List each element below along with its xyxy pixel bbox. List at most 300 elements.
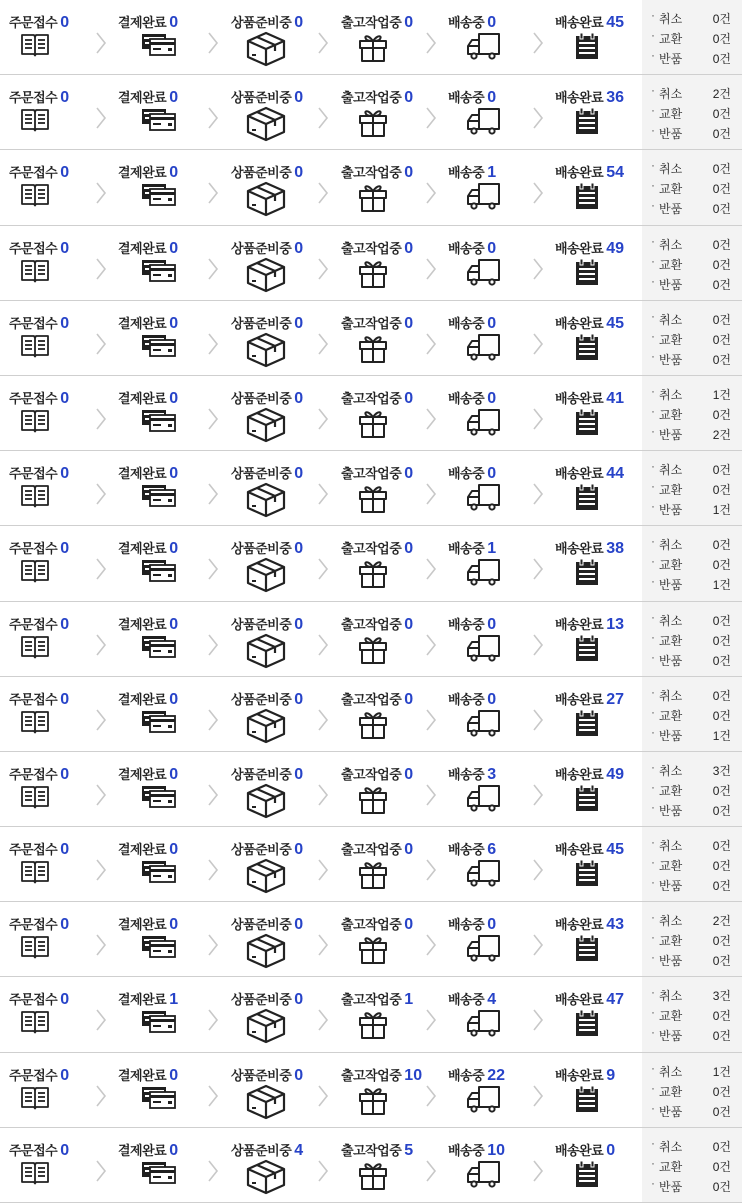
step-payment-done[interactable]	[118, 1128, 208, 1202]
step-payment-done[interactable]	[118, 827, 208, 901]
chevron-right-icon	[532, 257, 544, 286]
step-order-received[interactable]	[9, 827, 99, 901]
step-count[interactable]: 0	[294, 465, 304, 483]
step-count[interactable]: 0	[169, 1141, 179, 1159]
claim-exchange[interactable]	[651, 180, 739, 198]
step-count[interactable]: 5	[404, 1141, 414, 1159]
claim-cancel[interactable]	[651, 837, 739, 855]
step-count[interactable]: 0	[487, 389, 497, 407]
chevron-right-icon	[425, 783, 437, 812]
step-preparing[interactable]	[231, 226, 321, 300]
step-count[interactable]: 0	[294, 1066, 304, 1084]
step-shipping[interactable]	[448, 752, 538, 826]
step-count[interactable]: 0	[294, 991, 304, 1009]
claim-return[interactable]	[651, 273, 739, 294]
step-count[interactable]: 0	[487, 690, 497, 708]
step-payment-done[interactable]	[118, 150, 208, 224]
claim-cancel[interactable]	[651, 759, 739, 780]
chevron-right-icon	[317, 858, 329, 887]
claim-return[interactable]	[651, 952, 739, 970]
claim-cancel[interactable]	[651, 609, 739, 630]
box-icon	[246, 332, 286, 368]
step-count[interactable]: 0	[60, 540, 70, 558]
step-delivered[interactable]	[555, 677, 645, 751]
step-count[interactable]: 0	[606, 1141, 616, 1159]
step-count[interactable]: 45	[606, 14, 625, 31]
step-releasing[interactable]	[341, 376, 431, 450]
claim-count	[713, 1063, 731, 1080]
step-releasing[interactable]	[341, 902, 431, 976]
claim-cancel[interactable]	[651, 160, 739, 178]
claim-cancel[interactable]	[651, 85, 739, 103]
step-count[interactable]: 0	[294, 540, 304, 558]
claim-exchange[interactable]	[651, 403, 739, 424]
step-count[interactable]: 49	[606, 239, 625, 257]
chevron-right-icon	[425, 933, 437, 962]
step-count[interactable]: 0	[487, 89, 497, 107]
claim-exchange[interactable]	[651, 779, 739, 800]
chevron-right-icon	[207, 1084, 219, 1113]
step-payment-done[interactable]	[118, 226, 208, 300]
step-count[interactable]: 0	[294, 615, 304, 633]
step-count[interactable]: 0	[404, 389, 414, 407]
claims-panel	[642, 0, 742, 74]
step-order-received[interactable]	[9, 902, 99, 976]
step-delivered[interactable]	[555, 752, 645, 826]
claim-exchange[interactable]	[651, 704, 739, 725]
step-count[interactable]: 0	[294, 164, 304, 182]
claim-return[interactable]	[651, 877, 739, 895]
claim-exchange[interactable]	[651, 1007, 739, 1025]
claim-exchange[interactable]	[651, 556, 739, 574]
truck-icon	[465, 106, 501, 136]
step-preparing[interactable]	[231, 526, 321, 600]
step-count[interactable]: 10	[487, 1141, 505, 1159]
step-payment-done[interactable]	[118, 752, 208, 826]
claim-cancel[interactable]	[651, 233, 739, 254]
step-header	[341, 689, 413, 709]
book-icon	[20, 106, 50, 132]
step-count[interactable]: 0	[169, 239, 179, 257]
step-count[interactable]: 41	[606, 389, 625, 407]
step-preparing[interactable]	[231, 602, 321, 676]
step-count[interactable]: 0	[60, 465, 70, 483]
step-count[interactable]: 13	[606, 615, 625, 633]
claim-cancel[interactable]	[651, 10, 739, 28]
step-delivered[interactable]	[555, 1128, 645, 1202]
step-label: 상품준비중	[231, 1142, 292, 1158]
step-preparing[interactable]	[231, 376, 321, 450]
step-count[interactable]: 3	[487, 765, 497, 783]
book-icon	[20, 1008, 50, 1034]
step-count[interactable]: 0	[294, 314, 304, 332]
claim-return[interactable]	[651, 125, 739, 143]
claim-exchange[interactable]	[651, 1080, 739, 1101]
step-order-received[interactable]	[9, 1128, 99, 1202]
step-count[interactable]: 0	[487, 465, 497, 483]
gift-icon	[358, 783, 388, 815]
step-releasing[interactable]	[341, 75, 431, 149]
step-shipping[interactable]	[448, 602, 538, 676]
step-count[interactable]: 36	[606, 89, 625, 107]
claim-cancel[interactable]	[651, 536, 739, 554]
claim-return[interactable]	[651, 576, 739, 594]
step-count[interactable]: 0	[404, 14, 414, 31]
step-delivered[interactable]	[555, 977, 645, 1051]
claim-cancel[interactable]	[651, 684, 739, 705]
bullet-icon: ·	[651, 704, 655, 719]
step-preparing[interactable]	[231, 75, 321, 149]
step-order-received[interactable]	[9, 75, 99, 149]
step-shipping[interactable]	[448, 677, 538, 751]
step-count[interactable]: 4	[487, 991, 497, 1009]
step-count[interactable]: 1	[169, 991, 179, 1009]
step-releasing[interactable]	[341, 752, 431, 826]
step-header	[118, 87, 178, 107]
step-count[interactable]: 0	[487, 14, 497, 31]
chevron-right-icon	[425, 257, 437, 286]
step-count[interactable]: 0	[404, 615, 414, 633]
claim-count-unit: 건	[719, 803, 731, 818]
step-shipping[interactable]	[448, 1128, 538, 1202]
step-count[interactable]: 0	[169, 164, 179, 182]
claim-return[interactable]	[651, 501, 739, 519]
step-count[interactable]: 0	[487, 916, 497, 934]
bullet-icon: ·	[651, 273, 655, 288]
step-count[interactable]: 0	[487, 239, 497, 257]
claim-return[interactable]	[651, 423, 739, 444]
step-count[interactable]: 0	[60, 916, 70, 934]
step-count[interactable]: 27	[606, 690, 625, 708]
chevron-right-icon	[532, 783, 544, 812]
step-count[interactable]: 0	[487, 314, 497, 332]
step-label: 출고작업중	[341, 390, 402, 406]
step-order-received[interactable]	[9, 226, 99, 300]
step-count[interactable]: 1	[487, 164, 497, 182]
step-count[interactable]: 0	[169, 14, 179, 31]
step-shipping[interactable]	[448, 75, 538, 149]
step-releasing[interactable]	[341, 301, 431, 375]
step-count[interactable]: 43	[606, 916, 625, 934]
step-count[interactable]: 0	[60, 841, 70, 859]
step-delivered[interactable]	[555, 451, 645, 525]
step-label: 상품준비중	[231, 466, 292, 482]
step-count[interactable]: 1	[404, 991, 414, 1009]
claim-exchange[interactable]	[651, 857, 739, 875]
step-count[interactable]: 0	[294, 14, 304, 31]
step-count[interactable]: 0	[487, 615, 497, 633]
claim-exchange[interactable]	[651, 253, 739, 274]
step-releasing[interactable]	[341, 150, 431, 224]
claim-cancel[interactable]	[651, 912, 739, 930]
step-releasing[interactable]	[341, 677, 431, 751]
step-count[interactable]: 0	[60, 1141, 70, 1159]
step-preparing[interactable]	[231, 451, 321, 525]
claim-cancel[interactable]	[651, 1060, 739, 1081]
step-count[interactable]: 0	[404, 89, 414, 107]
step-shipping[interactable]	[448, 376, 538, 450]
step-count[interactable]: 9	[606, 1066, 616, 1084]
step-order-received[interactable]	[9, 301, 99, 375]
step-delivered[interactable]	[555, 75, 645, 149]
step-shipping[interactable]	[448, 301, 538, 375]
bullet-icon: ·	[651, 383, 655, 398]
truck-icon	[465, 1159, 501, 1189]
step-count[interactable]: 0	[169, 314, 179, 332]
claims-panel	[642, 752, 742, 826]
step-count[interactable]: 0	[169, 1066, 179, 1084]
step-preparing[interactable]	[231, 150, 321, 224]
step-count[interactable]: 0	[169, 465, 179, 483]
step-count[interactable]: 0	[294, 89, 304, 107]
claim-cancel[interactable]	[651, 461, 739, 479]
claim-return[interactable]	[651, 724, 739, 745]
step-order-received[interactable]	[9, 0, 99, 74]
credit-card-icon	[141, 106, 177, 132]
step-payment-done[interactable]	[118, 902, 208, 976]
step-order-received[interactable]	[9, 677, 99, 751]
step-shipping[interactable]	[448, 827, 538, 901]
step-header	[231, 1065, 303, 1085]
claim-return[interactable]	[651, 1100, 739, 1121]
step-delivered[interactable]	[555, 226, 645, 300]
step-count[interactable]: 47	[606, 991, 625, 1009]
step-count[interactable]: 38	[606, 540, 625, 558]
step-count[interactable]: 0	[169, 690, 179, 708]
claim-cancel[interactable]	[651, 308, 739, 329]
step-releasing[interactable]	[341, 827, 431, 901]
step-count[interactable]: 0	[169, 540, 179, 558]
step-preparing[interactable]	[231, 0, 321, 74]
step-order-received[interactable]	[9, 977, 99, 1051]
step-releasing[interactable]	[341, 1053, 431, 1127]
step-delivered[interactable]	[555, 1053, 645, 1127]
step-count[interactable]: 0	[60, 314, 70, 332]
step-payment-done[interactable]	[118, 1053, 208, 1127]
step-count[interactable]: 0	[60, 991, 70, 1009]
claims-panel	[642, 301, 742, 375]
step-count[interactable]: 10	[404, 1066, 423, 1084]
step-order-received[interactable]	[9, 602, 99, 676]
step-payment-done[interactable]	[118, 977, 208, 1051]
step-count[interactable]: 0	[60, 89, 70, 107]
step-count[interactable]: 0	[169, 765, 179, 783]
step-delivered[interactable]	[555, 0, 645, 74]
step-releasing[interactable]	[341, 977, 431, 1051]
claim-count-value: 0	[712, 237, 720, 252]
book-icon	[20, 557, 50, 583]
claim-exchange[interactable]	[651, 1155, 739, 1176]
step-shipping[interactable]	[448, 226, 538, 300]
step-delivered[interactable]	[555, 376, 645, 450]
step-label: 배송완료	[555, 917, 604, 933]
step-count[interactable]: 0	[404, 841, 414, 859]
step-order-received[interactable]	[9, 150, 99, 224]
step-label: 주문접수	[9, 691, 58, 707]
step-label: 배송완료	[555, 691, 604, 707]
claim-exchange[interactable]	[651, 932, 739, 950]
step-count[interactable]: 49	[606, 765, 625, 783]
claim-label: 교환	[659, 783, 683, 798]
step-delivered[interactable]	[555, 827, 645, 901]
claim-cancel[interactable]	[651, 987, 739, 1005]
step-preparing[interactable]	[231, 1053, 321, 1127]
claim-exchange[interactable]	[651, 629, 739, 650]
step-preparing[interactable]	[231, 677, 321, 751]
step-count[interactable]: 0	[169, 389, 179, 407]
step-shipping[interactable]	[448, 451, 538, 525]
step-payment-done[interactable]	[118, 301, 208, 375]
step-count[interactable]: 54	[606, 164, 625, 182]
claim-return[interactable]	[651, 1175, 739, 1196]
step-order-received[interactable]	[9, 376, 99, 450]
claim-label: 반품	[659, 578, 683, 593]
step-preparing[interactable]	[231, 827, 321, 901]
step-count[interactable]: 22	[487, 1066, 505, 1084]
step-count[interactable]: 45	[606, 841, 625, 859]
bullet-icon: ·	[651, 1100, 655, 1115]
step-payment-done[interactable]	[118, 602, 208, 676]
step-header	[118, 989, 178, 1009]
step-label: 배송중	[448, 691, 485, 707]
step-count[interactable]: 0	[60, 164, 70, 182]
step-delivered[interactable]	[555, 526, 645, 600]
claim-return[interactable]	[651, 200, 739, 218]
step-count[interactable]: 0	[60, 389, 70, 407]
step-count[interactable]: 1	[487, 540, 497, 558]
bullet-icon: ·	[651, 985, 655, 1000]
step-count[interactable]: 0	[169, 89, 179, 107]
truck-icon	[465, 482, 501, 512]
step-shipping[interactable]	[448, 0, 538, 74]
step-delivered[interactable]	[555, 150, 645, 224]
claim-count-value: 0	[712, 954, 720, 969]
claim-exchange[interactable]	[651, 328, 739, 349]
step-preparing[interactable]	[231, 752, 321, 826]
step-preparing[interactable]	[231, 301, 321, 375]
step-count[interactable]: 0	[294, 841, 304, 859]
truck-icon	[465, 708, 501, 738]
step-count[interactable]: 0	[404, 916, 414, 934]
step-releasing[interactable]	[341, 0, 431, 74]
step-count[interactable]: 0	[404, 465, 414, 483]
step-order-received[interactable]	[9, 1053, 99, 1127]
step-releasing[interactable]	[341, 1128, 431, 1202]
step-preparing[interactable]	[231, 1128, 321, 1202]
step-count[interactable]: 0	[169, 916, 179, 934]
step-count[interactable]: 0	[294, 690, 304, 708]
step-header	[118, 1140, 178, 1160]
step-payment-done[interactable]	[118, 677, 208, 751]
step-delivered[interactable]	[555, 602, 645, 676]
gift-icon	[358, 31, 388, 63]
claim-return[interactable]	[651, 799, 739, 820]
step-count[interactable]: 0	[404, 314, 414, 332]
step-count[interactable]: 0	[60, 14, 70, 31]
step-count[interactable]: 0	[60, 239, 70, 257]
step-count[interactable]: 0	[60, 615, 70, 633]
step-order-received[interactable]	[9, 451, 99, 525]
claim-exchange[interactable]	[651, 481, 739, 499]
order-status-row	[0, 1053, 742, 1128]
step-shipping[interactable]	[448, 977, 538, 1051]
step-count[interactable]: 0	[294, 239, 304, 257]
step-releasing[interactable]	[341, 526, 431, 600]
step-header	[448, 839, 496, 859]
step-count[interactable]: 0	[404, 540, 414, 558]
claim-return[interactable]	[651, 1027, 739, 1045]
step-payment-done[interactable]	[118, 376, 208, 450]
step-order-received[interactable]	[9, 526, 99, 600]
order-status-row	[0, 526, 742, 601]
step-shipping[interactable]	[448, 1053, 538, 1127]
step-payment-done[interactable]	[118, 526, 208, 600]
claim-cancel[interactable]	[651, 1135, 739, 1156]
claim-cancel[interactable]	[651, 383, 739, 404]
claim-label: 반품	[659, 1104, 683, 1119]
chevron-right-icon	[95, 933, 107, 962]
step-count[interactable]: 6	[487, 841, 497, 859]
step-payment-done[interactable]	[118, 451, 208, 525]
step-count[interactable]: 0	[60, 690, 70, 708]
step-shipping[interactable]	[448, 150, 538, 224]
step-header	[9, 162, 69, 182]
step-count[interactable]: 0	[60, 765, 70, 783]
step-count[interactable]: 0	[404, 239, 414, 257]
step-count[interactable]: 4	[294, 1141, 304, 1159]
step-header	[341, 914, 413, 934]
step-shipping[interactable]	[448, 902, 538, 976]
claim-return[interactable]	[651, 348, 739, 369]
step-count[interactable]: 0	[294, 765, 304, 783]
step-shipping[interactable]	[448, 526, 538, 600]
chevron-right-icon	[425, 1008, 437, 1037]
step-count[interactable]: 45	[606, 314, 625, 332]
step-delivered[interactable]	[555, 301, 645, 375]
step-order-received[interactable]	[9, 752, 99, 826]
claim-exchange[interactable]	[651, 30, 739, 48]
step-count[interactable]: 0	[404, 765, 414, 783]
step-count[interactable]: 0	[404, 690, 414, 708]
order-status-row	[0, 977, 742, 1052]
step-count[interactable]: 44	[606, 465, 625, 483]
claim-exchange[interactable]	[651, 105, 739, 123]
step-count[interactable]: 0	[169, 615, 179, 633]
box-icon	[246, 1159, 286, 1195]
step-releasing[interactable]	[341, 602, 431, 676]
step-count[interactable]: 0	[60, 1066, 70, 1084]
step-count[interactable]: 0	[404, 164, 414, 182]
order-status-row	[0, 752, 742, 827]
step-preparing[interactable]	[231, 902, 321, 976]
step-delivered[interactable]	[555, 902, 645, 976]
step-payment-done[interactable]	[118, 0, 208, 74]
claim-return[interactable]	[651, 50, 739, 68]
claim-return[interactable]	[651, 649, 739, 670]
claim-count	[713, 1027, 731, 1044]
step-header	[448, 388, 496, 408]
claim-count	[713, 1103, 731, 1120]
step-count[interactable]: 0	[294, 389, 304, 407]
step-payment-done[interactable]	[118, 75, 208, 149]
step-label: 배송중	[448, 240, 485, 256]
claim-count-unit: 건	[719, 107, 731, 122]
step-preparing[interactable]	[231, 977, 321, 1051]
step-count[interactable]: 0	[294, 916, 304, 934]
step-count[interactable]: 0	[169, 841, 179, 859]
step-releasing[interactable]	[341, 226, 431, 300]
step-releasing[interactable]	[341, 451, 431, 525]
